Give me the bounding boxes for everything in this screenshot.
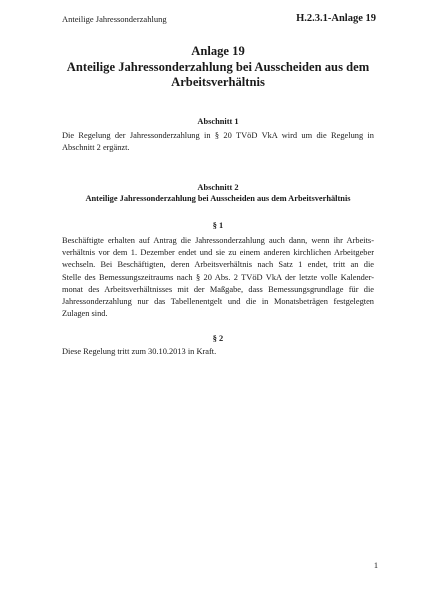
title-line-2: Anteilige Jahressonderzahlung bei Ausscheiden aus dem: [66, 59, 370, 74]
text-line: Abschnitt 2 ergänzt.: [62, 143, 130, 153]
text-line: monat des Arbeitsverhältnisses mit der Maßgabe, dass Bemessungsgrundlage für die: [62, 284, 374, 294]
paragraph-2-text: [62, 346, 374, 358]
text-line: Die Regelung der Jahressonderzahlung in § 20 TVöD VkA wird um die Regelung in: [62, 131, 374, 140]
text-line: Beschäftigte erhalten auf Antrag die Jahressonderzahlung auch dann, wenn ihr Arbeits-: [62, 236, 374, 245]
document-title: [62, 44, 374, 91]
title-line-3: Arbeitsverhältnis: [171, 75, 265, 89]
abschnitt-2-subheading: Anteilige Jahressonderzahlung bei Ausscheiden aus dem Arbeitsverhältnis: [85, 194, 351, 203]
paragraph-2-heading: § 2: [212, 334, 224, 343]
paragraph-1-heading: § 1: [212, 221, 224, 230]
text-line: Diese Regelung tritt zum 30.10.2013 in Kraft.: [62, 347, 217, 356]
text-line: Zulagen sind.: [62, 309, 108, 319]
abschnitt-1-text: [62, 130, 374, 154]
page-number: 1: [373, 561, 378, 570]
abschnitt-2-heading: Abschnitt 2: [197, 183, 239, 192]
paragraph-1-text: [62, 235, 374, 320]
running-header-title: Anteilige Jahressonderzahlung: [62, 14, 167, 24]
abschnitt-1-heading: Abschnitt 1: [197, 117, 239, 126]
running-header-reference: H.2.3.1-Anlage 19: [296, 13, 376, 24]
text-line: verhältnis vor dem 1. Dezember endet und sie zu einem anderen kirchlichen Arbeitgeber: [62, 248, 374, 258]
text-line: Stelle des Bemessungszeitraums nach § 20 Abs. 2 TVöD VkA der letzte volle Kalender-: [62, 272, 374, 282]
title-line-1: Anlage 19: [191, 44, 245, 58]
text-line: wechseln. Bei Beschäftigten, deren Arbeitsverhältnis nach Satz 1 endet, tritt an die: [62, 260, 374, 270]
text-line: Jahressonderzahlung nur das Tabellenentgelt und die in Monatsbeträgen festgelegten: [62, 297, 374, 307]
